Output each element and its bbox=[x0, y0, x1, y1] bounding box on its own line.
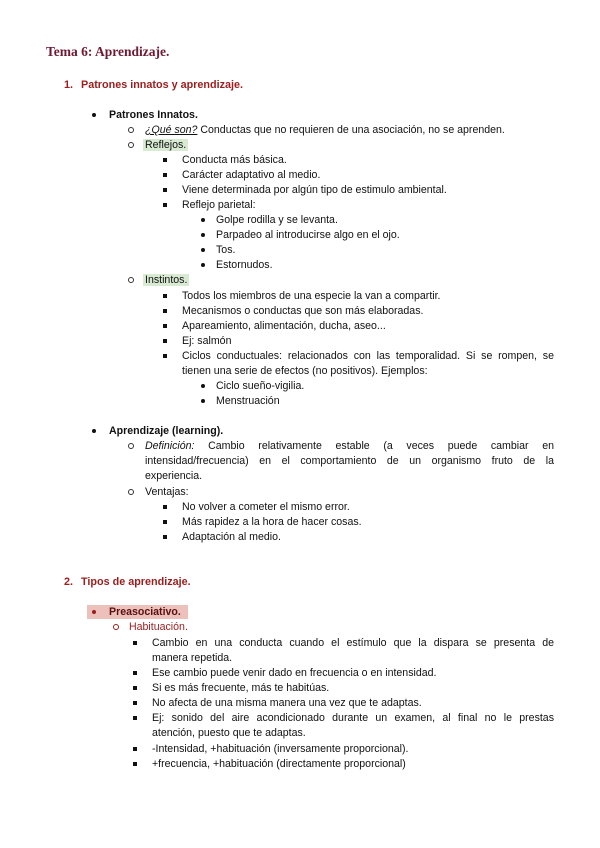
square-bullet-icon bbox=[161, 530, 169, 544]
list-item: Parpadeo al introducirse algo en el ojo. bbox=[216, 229, 400, 241]
circle-bullet-icon bbox=[127, 485, 135, 499]
list-item: Estornudos. bbox=[216, 259, 273, 271]
list-item: Todos los miembros de una especie la van a compartir. bbox=[182, 290, 441, 302]
bullet-icon bbox=[199, 243, 207, 257]
que-son-label: ¿Qué son? bbox=[145, 124, 198, 136]
list-item: No afecta de una misma manera una vez que te adaptas. bbox=[152, 697, 422, 709]
list-item: Ej: salmón bbox=[182, 335, 232, 347]
square-bullet-icon bbox=[161, 334, 169, 348]
section-1-heading: Patrones innatos y aprendizaje. bbox=[81, 79, 244, 91]
bullet-icon bbox=[199, 379, 207, 393]
list-item: No volver a cometer el mismo error. bbox=[182, 501, 350, 513]
square-bullet-icon bbox=[161, 319, 169, 333]
square-bullet-icon bbox=[161, 349, 169, 363]
circle-bullet-icon bbox=[112, 620, 120, 634]
square-bullet-icon bbox=[161, 304, 169, 318]
bullet-icon bbox=[199, 228, 207, 242]
habituacion-item-1-line-1: Cambio en una conducta cuando el estímulo que la dispara se presenta de bbox=[152, 637, 554, 649]
list-item: Menstruación bbox=[216, 395, 280, 407]
definicion-label: Definición: bbox=[145, 440, 195, 452]
list-item: Carácter adaptativo al medio. bbox=[182, 169, 321, 181]
instintos-label: Instintos. bbox=[145, 274, 188, 286]
list-item: Viene determinada por algún tipo de estimulo ambiental. bbox=[182, 184, 447, 196]
page-title: Tema 6: Aprendizaje. bbox=[46, 44, 170, 59]
definicion-line-3: experiencia. bbox=[145, 470, 203, 482]
square-bullet-icon bbox=[161, 198, 169, 212]
square-bullet-icon bbox=[131, 666, 139, 680]
list-item: Ese cambio puede venir dado en frecuencia o en intensidad. bbox=[152, 667, 437, 679]
bullet-icon bbox=[90, 108, 98, 122]
ventajas-label: Ventajas: bbox=[145, 486, 189, 498]
square-bullet-icon bbox=[161, 289, 169, 303]
innatos-label: Patrones Innatos. bbox=[109, 109, 198, 121]
circle-bullet-icon bbox=[127, 439, 135, 453]
square-bullet-icon bbox=[161, 183, 169, 197]
square-bullet-icon bbox=[161, 500, 169, 514]
bullet-icon bbox=[199, 394, 207, 408]
bullet-icon bbox=[90, 605, 98, 619]
list-item: Mecanismos o conductas que son más elaboradas. bbox=[182, 305, 424, 317]
section-2-heading: Tipos de aprendizaje. bbox=[81, 576, 191, 588]
definicion-line-2: intensidad/frecuencia) en el comportamiento de un organismo fruto de la bbox=[145, 455, 554, 467]
habituacion-item-5-line-1: Ej: sonido del aire acondicionado durante un examen, al final no le prestas bbox=[152, 712, 554, 724]
square-bullet-icon bbox=[131, 696, 139, 710]
bullet-icon bbox=[199, 213, 207, 227]
bullet-icon bbox=[90, 424, 98, 438]
section-2-number: 2. bbox=[64, 576, 74, 588]
bullet-icon bbox=[199, 258, 207, 272]
reflejos-label: Reflejos. bbox=[145, 139, 187, 151]
square-bullet-icon bbox=[131, 681, 139, 695]
square-bullet-icon bbox=[161, 153, 169, 167]
habituacion-item-5-line-2: atención, puesto que te adaptas. bbox=[152, 727, 306, 739]
list-item: Apareamiento, alimentación, ducha, aseo... bbox=[182, 320, 386, 332]
list-item: Adaptación al medio. bbox=[182, 531, 281, 543]
square-bullet-icon bbox=[161, 515, 169, 529]
que-son-text: Conductas que no requieren de una asociación, no se aprenden. bbox=[197, 124, 505, 136]
list-item: +frecuencia, +habituación (directamente proporcional) bbox=[152, 758, 406, 770]
list-item: Si es más frecuente, más te habitúas. bbox=[152, 682, 330, 694]
square-bullet-icon bbox=[161, 168, 169, 182]
habituacion-label: Habituación. bbox=[129, 621, 188, 633]
que-son-line bbox=[145, 123, 505, 137]
ciclos-line-2: tienen una serie de efectos (no positivos). Ejemplos: bbox=[182, 365, 428, 377]
preasociativo-label: Preasociativo. bbox=[109, 606, 181, 618]
list-item: Conducta más básica. bbox=[182, 154, 287, 166]
list-item: -Intensidad, +habituación (inversamente proporcional). bbox=[152, 743, 409, 755]
square-bullet-icon bbox=[131, 742, 139, 756]
circle-bullet-icon bbox=[127, 138, 135, 152]
section-1-number: 1. bbox=[64, 79, 74, 91]
list-item: Más rapidez a la hora de hacer cosas. bbox=[182, 516, 362, 528]
list-item: Tos. bbox=[216, 244, 236, 256]
definicion-line-1: Definición: Cambio relativamente estable (a veces puede cambiar en bbox=[145, 440, 554, 452]
circle-bullet-icon bbox=[127, 273, 135, 287]
aprendizaje-label: Aprendizaje (learning). bbox=[109, 425, 224, 437]
list-item: Reflejo parietal: bbox=[182, 199, 256, 211]
list-item: Ciclo sueño-vigilia. bbox=[216, 380, 305, 392]
square-bullet-icon bbox=[131, 636, 139, 650]
square-bullet-icon bbox=[131, 757, 139, 771]
square-bullet-icon bbox=[131, 711, 139, 725]
habituacion-item-1-line-2: manera repetida. bbox=[152, 652, 233, 664]
ciclos-line-1: Ciclos conductuales: relacionados con las temporalidad. Si se rompen, se bbox=[182, 350, 554, 362]
circle-bullet-icon bbox=[127, 123, 135, 137]
list-item: Golpe rodilla y se levanta. bbox=[216, 214, 338, 226]
